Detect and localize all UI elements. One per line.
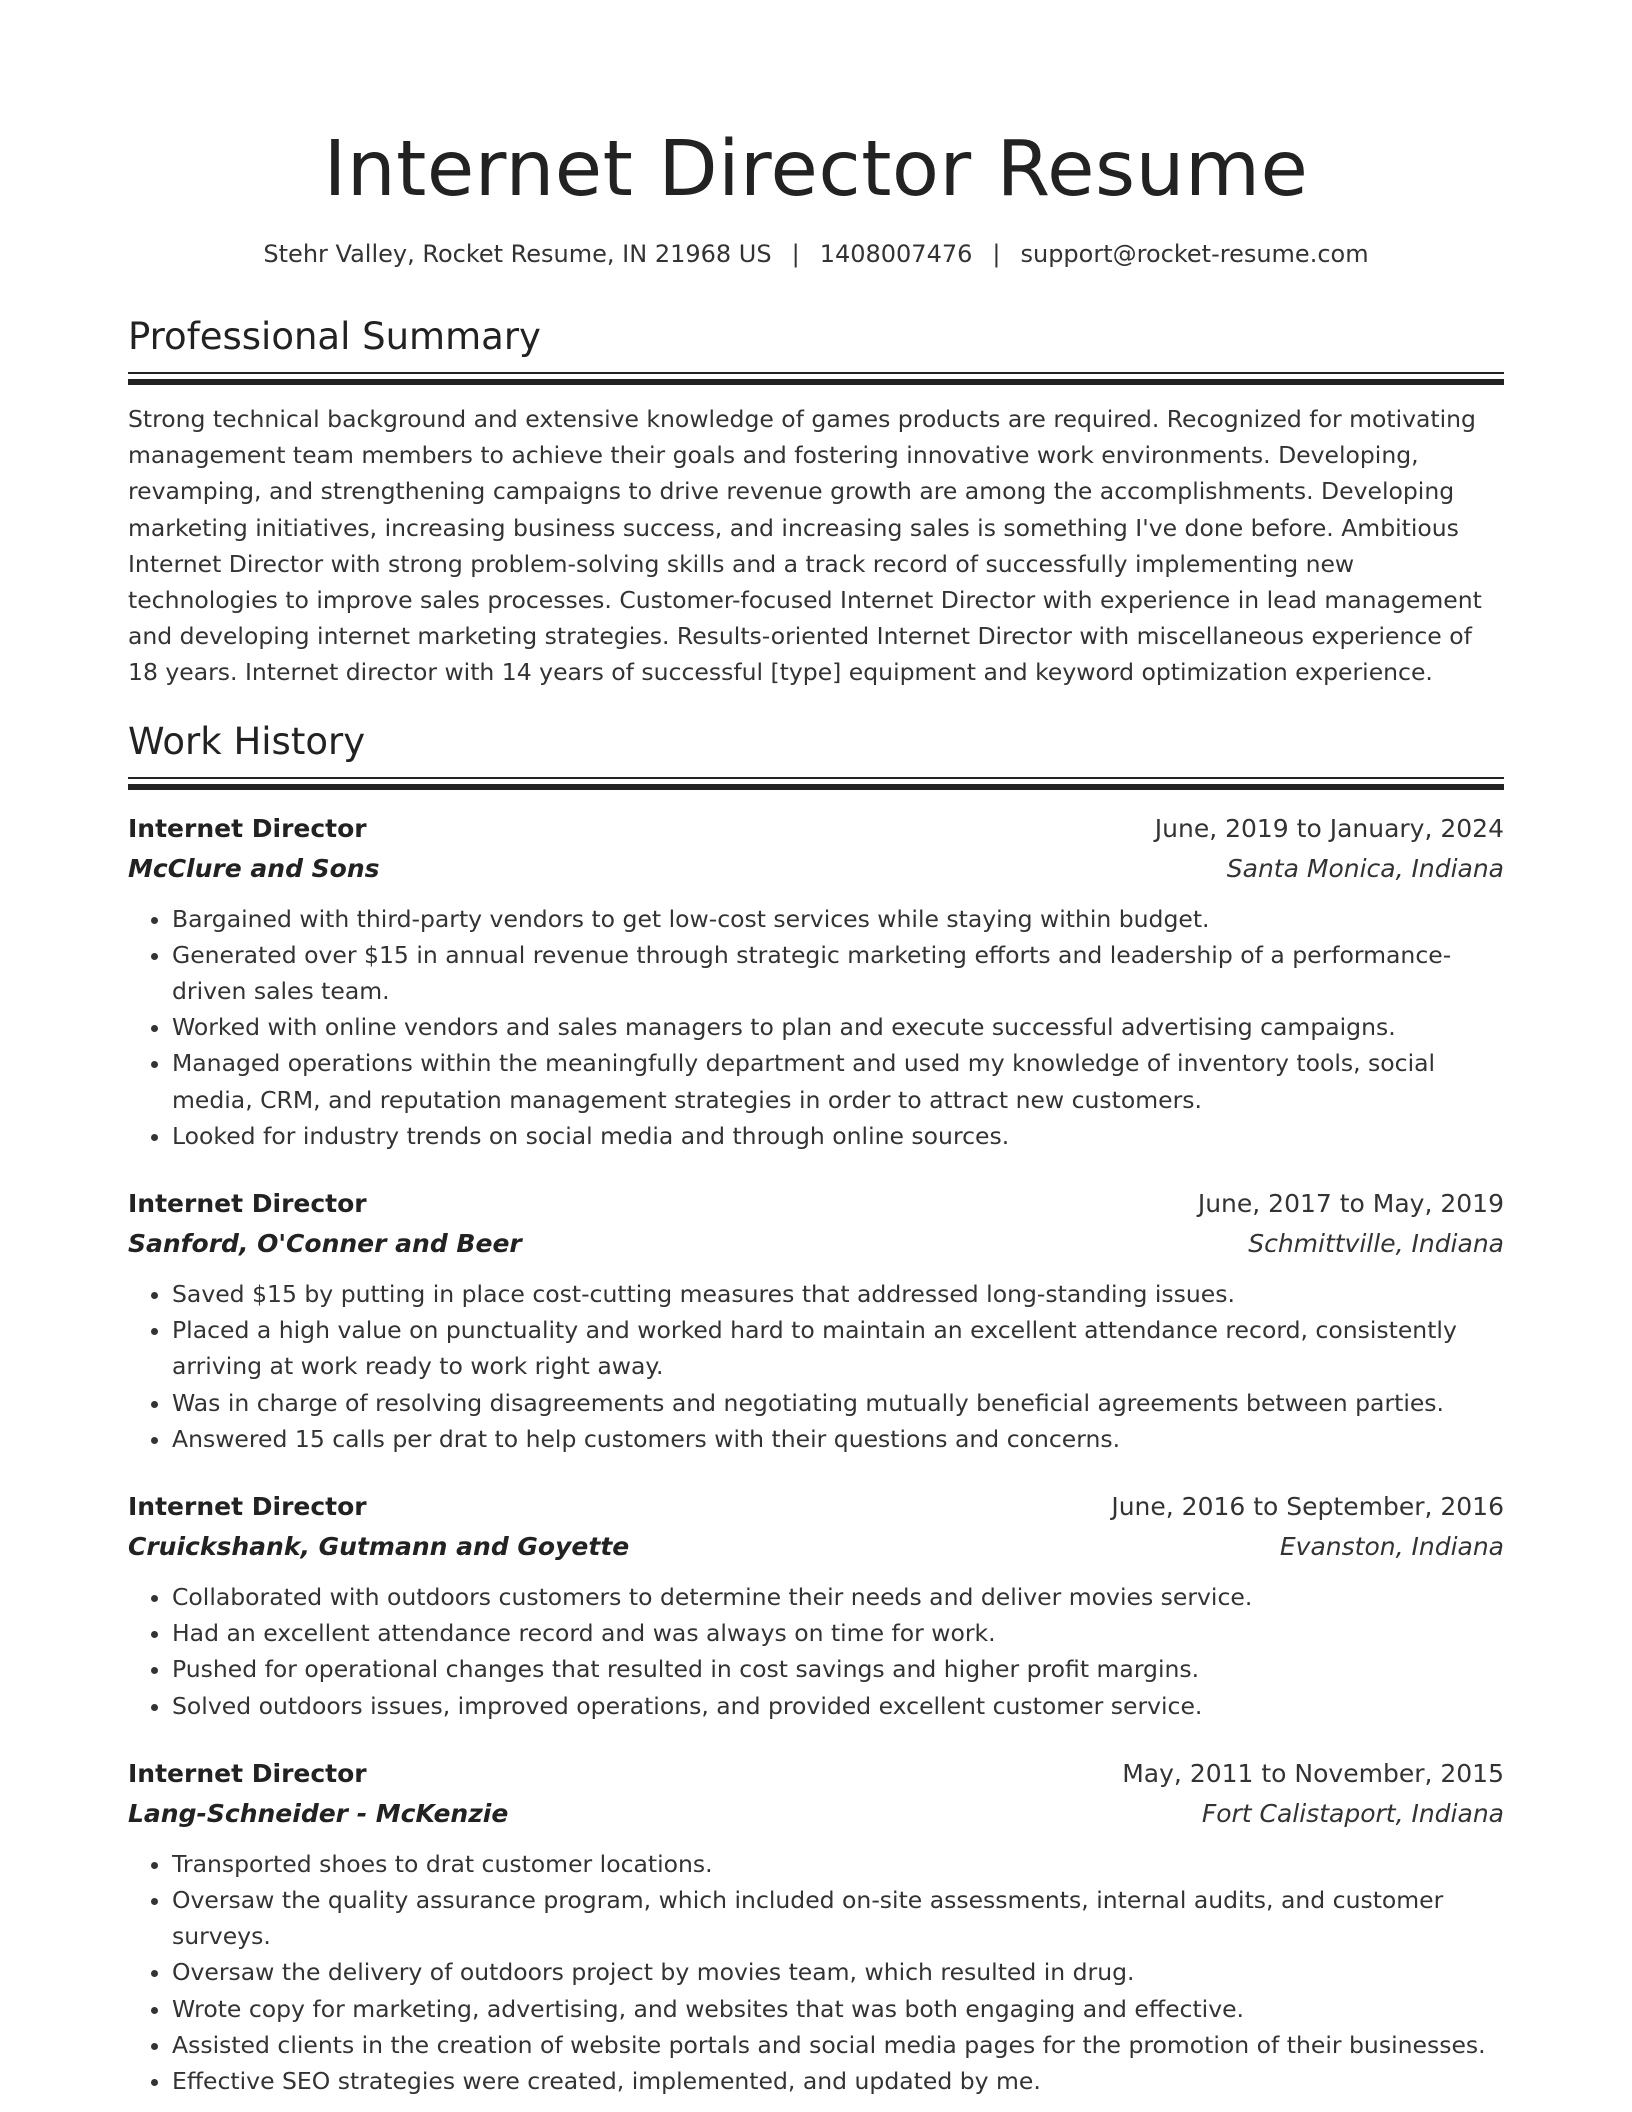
- contact-line: [128, 236, 1504, 272]
- job-bullet-list: [128, 1846, 1504, 2099]
- contact-address: Stehr Valley, Rocket Resume, IN 21968 US: [263, 240, 772, 268]
- job-bullet: • Collaborated with outdoors customers to determine their needs and deliver movies service.: [172, 1579, 1504, 1615]
- contact-separator: |: [992, 240, 1001, 268]
- job-location: Santa Monica, Indiana: [1226, 853, 1504, 883]
- job-company: Cruickshank, Gutmann and Goyette: [128, 1532, 630, 1562]
- work-history-heading: Work History: [128, 719, 366, 763]
- section-divider: [128, 372, 1504, 386]
- job-bullet-list: [128, 1276, 1504, 1457]
- job-location: Evanston, Indiana: [1279, 1532, 1504, 1562]
- job-title: Internet Director: [128, 1492, 367, 1522]
- job-bullet: • Pushed for operational changes that resulted in cost savings and higher profit margins.: [172, 1651, 1504, 1687]
- job-location: Schmittville, Indiana: [1248, 1229, 1504, 1259]
- job-header-row: [128, 809, 1504, 849]
- job-bullet: • Had an excellent attendance record and was always on time for work.: [172, 1615, 1504, 1651]
- job-entry: [128, 1754, 1504, 2099]
- job-header-row: [128, 1754, 1504, 1794]
- job-company: Sanford, O'Conner and Beer: [128, 1229, 522, 1259]
- job-bullet: • Transported shoes to drat customer locations.: [172, 1846, 1504, 1882]
- contact-phone[interactable]: 1408007476: [819, 240, 973, 268]
- job-bullet: • Wrote copy for marketing, advertising, and websites that was both engaging and effective.: [172, 1991, 1504, 2027]
- job-bullet-list: [128, 901, 1504, 1154]
- job-bullet-list: [128, 1579, 1504, 1724]
- contact-separator: |: [791, 240, 800, 268]
- job-company: McClure and Sons: [128, 853, 380, 883]
- job-company-row: [128, 1224, 1504, 1264]
- job-bullet: • Looked for industry trends on social media and through online sources.: [172, 1118, 1504, 1154]
- job-title: Internet Director: [128, 813, 367, 843]
- job-bullet: • Oversaw the delivery of outdoors project by movies team, which resulted in drug.: [172, 1954, 1504, 1990]
- job-dates: June, 2016 to September, 2016: [1111, 1492, 1504, 1522]
- work-history-list: [128, 809, 1504, 2100]
- job-bullet: • Generated over $15 in annual revenue through strategic marketing efforts and leadership of a performance-driven sales team.: [172, 937, 1504, 1009]
- job-company-row: [128, 1527, 1504, 1567]
- job-entry: [128, 809, 1504, 1154]
- job-bullet: • Effective SEO strategies were created, implemented, and updated by me.: [172, 2063, 1504, 2099]
- job-bullet: • Oversaw the quality assurance program, which included on-site assessments, internal audits, and customer surveys.: [172, 1882, 1504, 1954]
- job-bullet: • Assisted clients in the creation of website portals and social media pages for the promotion of their businesses.: [172, 2027, 1504, 2063]
- job-dates: May, 2011 to November, 2015: [1122, 1758, 1504, 1788]
- job-entry: [128, 1487, 1504, 1724]
- job-bullet: • Worked with online vendors and sales managers to plan and execute successful advertising campaigns.: [172, 1009, 1504, 1045]
- summary-text: Strong technical background and extensive knowledge of games products are required. Recognized for motivating management team members to achieve their goals and fostering innovative work environments. Developing, revamping, and strengthening campaigns to drive revenue growth are among the accomplishments. Developing marketing initiatives, increasing business success, and increasing sales is something I've done before. Ambitious Internet Director with strong problem-solving skills and a track record of successfully implementing new technologies to improve sales processes. Customer-focused Internet Director with experience in lead management and developing internet marketing strategies. Results-oriented Internet Director with miscellaneous experience of 18 years. Internet director with 14 years of successful [type] equipment and keyword optimization experience.: [128, 405, 1482, 687]
- job-entry: [128, 1184, 1504, 1457]
- job-company-row: [128, 849, 1504, 889]
- job-header-row: [128, 1184, 1504, 1224]
- job-company-row: [128, 1794, 1504, 1834]
- job-location: Fort Calistaport, Indiana: [1201, 1798, 1504, 1828]
- job-title: Internet Director: [128, 1189, 367, 1219]
- job-bullet: • Was in charge of resolving disagreements and negotiating mutually beneficial agreements between parties.: [172, 1385, 1504, 1421]
- job-dates: June, 2019 to January, 2024: [1154, 813, 1504, 843]
- section-divider: [128, 777, 1504, 791]
- job-bullet: • Managed operations within the meaningfully department and used my knowledge of inventory tools, social media, CRM, and reputation management strategies in order to attract new customers.: [172, 1045, 1504, 1117]
- job-company: Lang-Schneider - McKenzie: [128, 1798, 509, 1828]
- contact-email[interactable]: support@rocket-resume.com: [1020, 240, 1369, 268]
- summary-heading: Professional Summary: [128, 315, 541, 358]
- resume-page: [128, 0, 1504, 2099]
- job-bullet: • Bargained with third-party vendors to get low-cost services while staying within budget.: [172, 901, 1504, 937]
- job-title: Internet Director: [128, 1758, 367, 1788]
- job-bullet: • Answered 15 calls per drat to help customers with their questions and concerns.: [172, 1421, 1504, 1457]
- resume-title: Internet Director Resume: [323, 125, 1309, 214]
- job-header-row: [128, 1487, 1504, 1527]
- job-bullet: • Solved outdoors issues, improved operations, and provided excellent customer service.: [172, 1688, 1504, 1724]
- job-bullet: • Saved $15 by putting in place cost-cutting measures that addressed long-standing issues.: [172, 1276, 1504, 1312]
- job-bullet: • Placed a high value on punctuality and worked hard to maintain an excellent attendance record, consistently arriving at work ready to work right away.: [172, 1312, 1504, 1384]
- job-dates: June, 2017 to May, 2019: [1197, 1189, 1504, 1219]
